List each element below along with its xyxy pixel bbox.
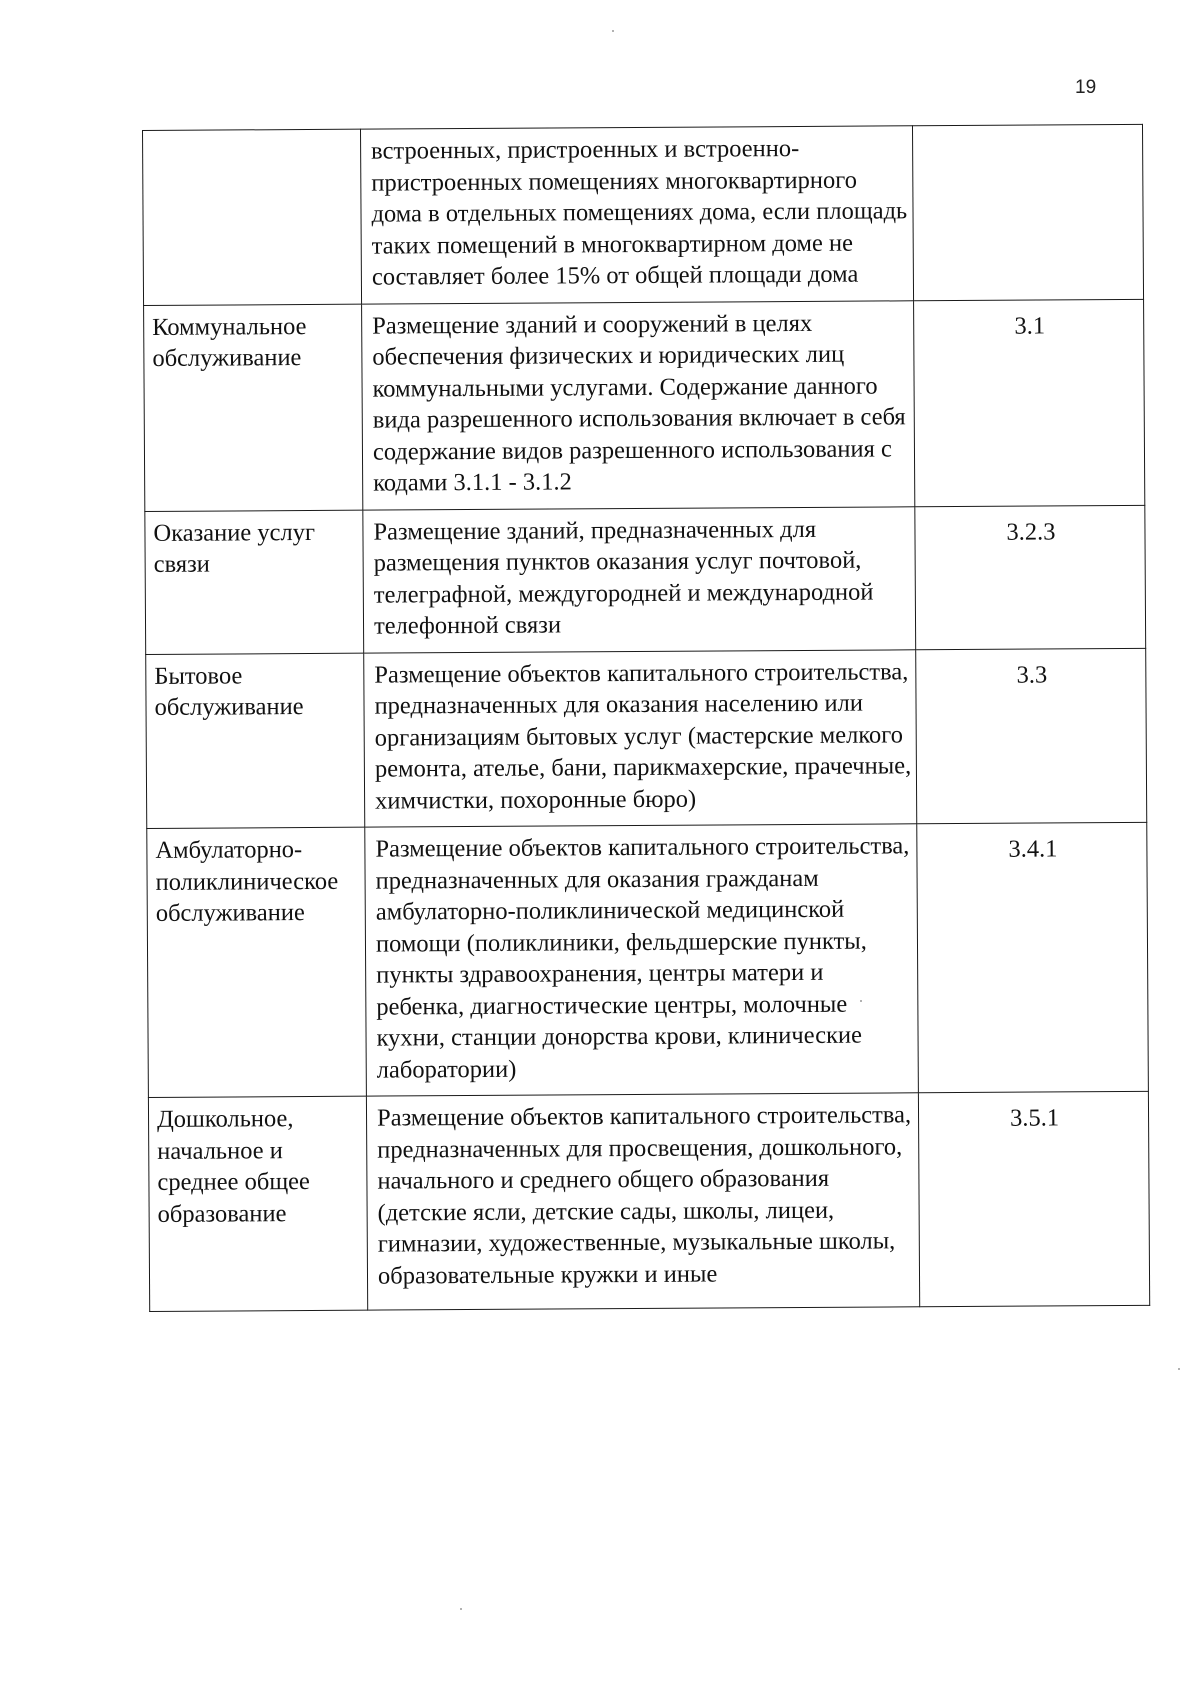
table-row [148, 1091, 1149, 1311]
land-use-name: Дошкольное, начальное и среднее общее образование [148, 1096, 367, 1311]
land-use-description: Размещение объектов капитального строительства, предназначенных для оказания населению или организациям бытовых услуг (мастерские мелкого ремонта, ателье, бани, парикмахерские, прачечные, химчистки, похоронные бюро) [364, 649, 917, 827]
scan-speck [460, 1608, 462, 1610]
land-use-name: Коммунальное обслуживание [144, 304, 363, 511]
land-use-description: Размещение зданий и сооружений в целях обеспечения физических и юридических лиц коммунальными услугами. Содержание данного вида разрешенного использования включает в себя содержание видов разрешенного использования с кодами 3.1.1 - 3.1.2 [362, 300, 915, 509]
scan-speck [860, 1000, 862, 1002]
scan-speck [612, 30, 614, 32]
page-number: 19 [1075, 77, 1097, 98]
scan-speck [1178, 1368, 1180, 1370]
land-use-code [912, 124, 1143, 300]
table-row [143, 124, 1144, 305]
land-use-code: 3.3 [916, 648, 1147, 824]
table-row [147, 822, 1149, 1097]
land-use-name: Амбулаторно-поликлиническое обслуживание [147, 827, 367, 1097]
land-use-table [142, 124, 1150, 1312]
land-use-code: 3.2.3 [915, 505, 1146, 649]
land-use-description: Размещение объектов капитального строительства, предназначенных для просвещения, дошкольного, начального и среднего общего образования (детские ясли, детские сады, школы, лицеи, гимназии, художественные, музыкальные школы, образовательные кружки и иные [366, 1093, 919, 1310]
land-use-name [143, 129, 362, 305]
land-use-code: 3.4.1 [917, 822, 1149, 1092]
land-use-name: Бытовое обслуживание [146, 653, 365, 829]
land-use-description: Размещение зданий, предназначенных для размещения пунктов оказания услуг почтовой, телеграфной, междугородней и международной телефонной связи [363, 506, 916, 652]
table-row [146, 648, 1147, 829]
table-row [145, 505, 1146, 654]
land-use-code: 3.5.1 [918, 1091, 1149, 1306]
table-row [144, 299, 1145, 511]
land-use-description: Размещение объектов капитального строительства, предназначенных для оказания гражданам амбулаторно-поликлинической медицинской помощи (поликлиники, фельдшерские пункты, пункты здравоохранения, центры матери и ребенка, диагностические центры, молочные кухни, станции донорства крови, клинические лаборатории) [365, 824, 919, 1096]
land-use-description: встроенных, пристроенных и встроенно-пристроенных помещениях многоквартирного дома в отдельных помещениях дома, если площадь таких помещений в многоквартирном доме не составляет более 15% от общей площади дома [360, 126, 913, 304]
land-use-name: Оказание услуг связи [145, 510, 364, 654]
land-use-code: 3.1 [914, 299, 1145, 506]
